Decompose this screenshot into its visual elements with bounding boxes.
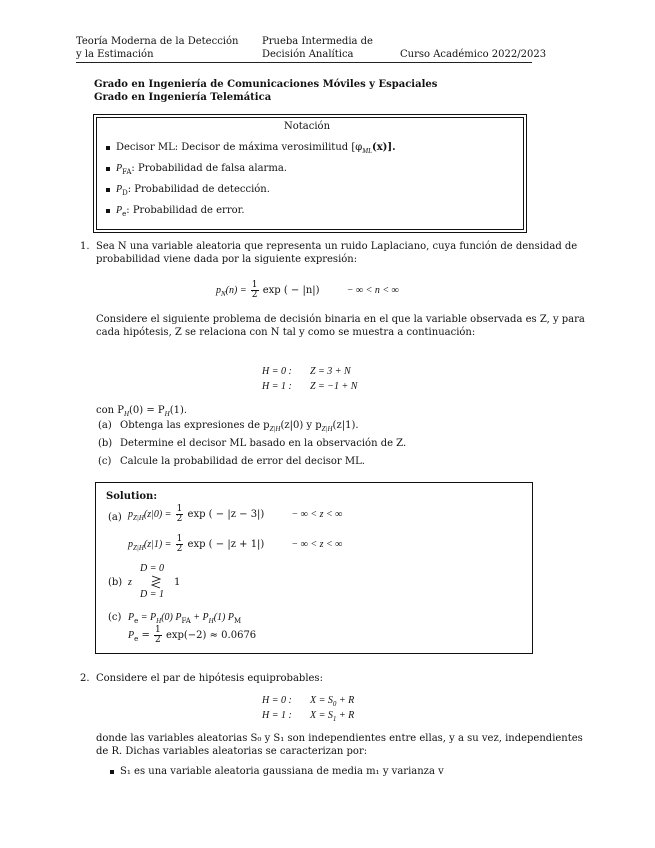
problem2-para-line2: de R. Dichas variables aleatorias se caracterizan por: (96, 746, 368, 757)
problem1-number: 1. (80, 241, 90, 252)
pdf-equation: $p_N(n)$ = $\frac{1}{2}$ exp ( − |n|) − ∞ < n < ∞ (216, 280, 399, 300)
problem1-para-line2: cada hipótesis, Z se relaciona con N tal y como se muestra a continuación: (96, 327, 476, 338)
solution-b-value: 1 (174, 577, 181, 588)
part-b-text: Determine el decisor ML basado en la observación de Z. (120, 438, 407, 449)
course-title-line1: Teoría Moderna de la Detección (76, 36, 239, 47)
academic-year: Curso Académico 2022/2023 (400, 49, 547, 60)
problem1-para-line1: Considere el siguiente problema de decisión binaria en el que la variable observada es Z, y para (96, 314, 585, 325)
header-rule (76, 62, 532, 63)
part-c-text: Calcule la probabilidad de error del decisor ML. (120, 456, 365, 467)
part-c-label: (c) (98, 456, 112, 467)
solution-b-label: (b) (108, 577, 123, 588)
hyp1-h0-eq: Z = 3 + N (310, 366, 351, 377)
solution-b-bottom: D = 1 (140, 589, 164, 600)
part-a-label: (a) (98, 420, 112, 431)
notation-item-pe: $P_e$: Probabilidad de error. (116, 205, 245, 218)
hyp2-h1-eq: $X = S_1 + R$ (310, 710, 355, 723)
course-title-line2: y la Estimación (76, 49, 154, 60)
half-fraction: $\frac{1}{2}$ (176, 504, 183, 524)
half-fraction: $\frac{1}{2}$ (155, 625, 161, 645)
problem2-para-line1: donde las variables aleatorias S₀ y S₁ son independientes entre ellas, y a su vez, independientes (96, 733, 583, 744)
bullet-icon (106, 209, 110, 213)
part-a-text: Obtenga las expresiones de $p_{Z|H}(z|0)$ y $p_{Z|H}(z|1)$. (120, 420, 359, 433)
half-fraction: $\frac{1}{2}$ (251, 280, 258, 300)
solution-a1: $p_{Z|H}(z|0)$ = $\frac{1}{2}$ exp ( − |z − 3|) − ∞ < z < ∞ (128, 504, 343, 524)
half-fraction: $\frac{1}{2}$ (176, 534, 183, 554)
degree-2: Grado en Ingeniería Telemática (94, 92, 272, 103)
hyp1-h1-eq: Z = −1 + N (310, 381, 358, 392)
notation-item-ml: Decisor ML: Decisor de máxima verosimilitud $[\varphi_{ML}(x)]$. (116, 142, 396, 155)
solution-a2: $p_{Z|H}(z|1)$ = $\frac{1}{2}$ exp ( − |z + 1|) − ∞ < z < ∞ (128, 534, 343, 554)
bullet-icon (106, 188, 110, 192)
part-b-label: (b) (98, 438, 113, 449)
problem2-bullet1: S₁ es una variable aleatoria gaussiana de media m₁ y varianza v (120, 766, 444, 777)
priors-line: con $P_H(0) = P_H(1)$. (96, 405, 188, 418)
notation-item-pd: $P_D$: Probabilidad de detección. (116, 184, 270, 197)
bullet-icon (106, 146, 110, 150)
exam-title-line2: Decisión Analítica (262, 49, 354, 60)
problem2-intro: Considere el par de hipótesis equiprobables: (96, 673, 323, 684)
exam-title-line1: Prueba Intermedia de (262, 36, 373, 47)
solution-a-label: (a) (108, 512, 122, 523)
problem2-number: 2. (80, 673, 90, 684)
notation-item-pfa: $P_{FA}$: Probabilidad de falsa alarma. (116, 163, 287, 176)
problem1-intro-line1: Sea N una variable aleatoria que representa un ruido Laplaciano, cuya función de densidad de (96, 241, 578, 252)
hyp1-h0: H = 0 : (262, 366, 292, 377)
solution-b-var: z (128, 577, 132, 588)
degree-1: Grado en Ingeniería de Comunicaciones Móviles y Espaciales (94, 79, 438, 90)
bullet-icon (110, 770, 114, 774)
solution-title: Solution: (106, 491, 158, 502)
problem1-intro-line2: probabilidad viene dada por la siguiente expresión: (96, 254, 358, 265)
notation-title: Notación (284, 121, 331, 132)
hyp2-h0: H = 0 : (262, 695, 292, 706)
solution-c-line1: $P_e = P_H(0) P_{FA} + P_H(1)$ $P_M$ (128, 612, 242, 625)
hyp1-h1: H = 1 : (262, 381, 292, 392)
bullet-icon (106, 167, 110, 171)
solution-b-top: D = 0 (140, 563, 164, 574)
hyp2-h0-eq: $X = S_0 + R$ (310, 695, 355, 708)
solution-c-label: (c) (108, 612, 122, 623)
hyp2-h1: H = 1 : (262, 710, 292, 721)
solution-c-line2: $P_e$ = $\frac{1}{2}$ exp(−2) ≈ 0.0676 (128, 625, 257, 645)
